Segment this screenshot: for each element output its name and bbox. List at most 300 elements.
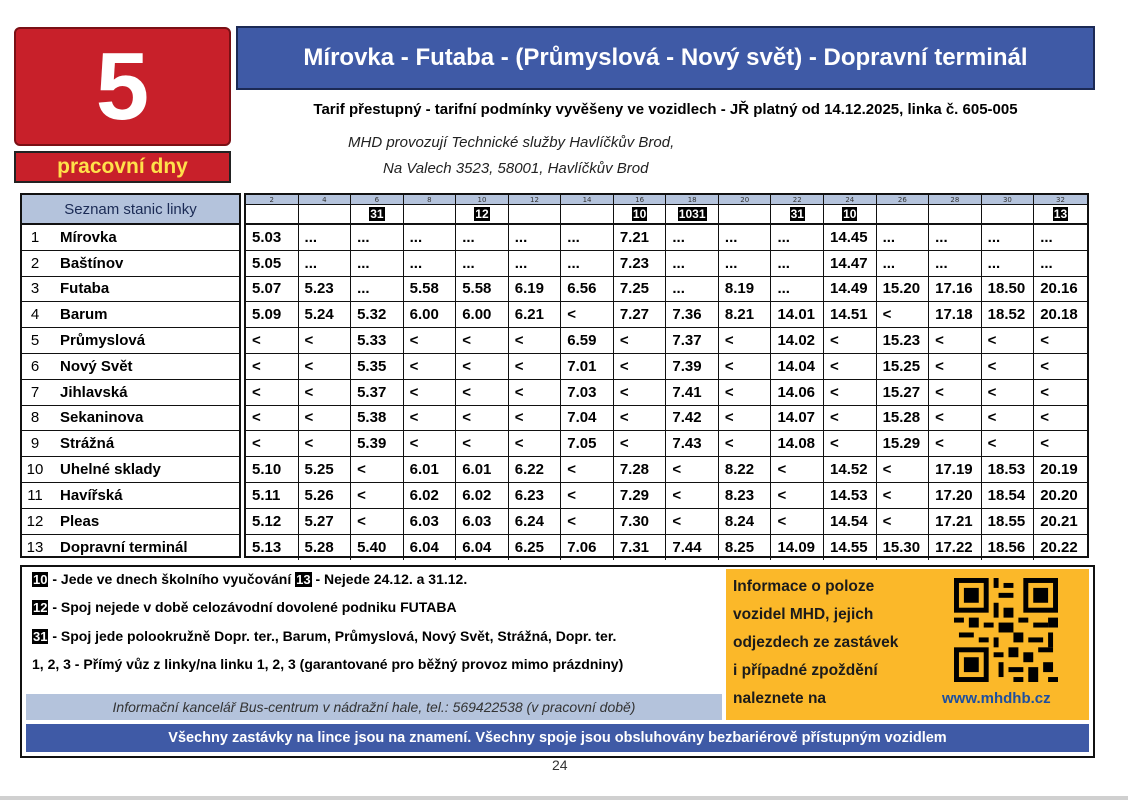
departure-time: 15.20	[877, 277, 930, 302]
trip-number: 32	[1034, 195, 1087, 205]
departure-time: 7.23	[614, 251, 667, 276]
stop-number: 12	[26, 512, 44, 530]
departure-time: 20.18	[1040, 306, 1078, 324]
departure-time: 6.25	[509, 535, 562, 561]
stop-number: 11	[27, 486, 43, 504]
departure-time: 15.27	[877, 380, 930, 405]
departure-time: 6.21	[509, 302, 562, 327]
departure-time: 5.10	[246, 457, 299, 482]
departure-time: 7.01	[561, 354, 614, 379]
stop-name: Jihlavská	[60, 383, 128, 401]
stop-row	[22, 431, 239, 457]
departure-time: <	[719, 406, 772, 431]
departure-time: 6.04	[404, 535, 457, 561]
departure-time: <	[614, 380, 667, 405]
trip-note	[404, 205, 456, 223]
timetable-grid	[244, 193, 1089, 558]
departure-time: ...	[351, 225, 404, 250]
trip-header	[1034, 195, 1087, 223]
departure-time: <	[561, 302, 614, 327]
departure-time: <	[824, 406, 877, 431]
departure-time: ...	[299, 251, 352, 276]
note-badge: 12	[33, 600, 48, 615]
departure-time: 7.30	[614, 509, 667, 534]
departure-time: <	[456, 380, 509, 405]
stop-name: Uhelné sklady	[60, 461, 161, 479]
departure-time: 7.36	[666, 302, 719, 327]
departure-time: ...	[666, 251, 719, 276]
departure-time: 5.33	[351, 328, 404, 353]
trip-note	[666, 205, 718, 223]
departure-time: <	[456, 328, 509, 353]
timetable-row	[246, 277, 1087, 303]
departure-time: 6.19	[509, 277, 562, 302]
departure-time: ...	[929, 225, 982, 250]
stop-number: 10	[26, 461, 44, 479]
note-through-lines: 1, 2, 3 - Přímý vůz z linky/na linku 1, 2, 3 (garantované pro běžný provoz mimo prázdniny)	[32, 656, 624, 672]
trip-header	[929, 195, 982, 223]
route-title: Mírovka - Futaba - (Průmyslová - Nový svět) - Dopravní terminál	[236, 26, 1095, 90]
departure-time: ...	[982, 225, 1035, 250]
departure-time: ...	[666, 225, 719, 250]
trip-note-badge: 31	[790, 207, 804, 221]
departure-time: ...	[666, 277, 719, 302]
departure-time: 15.28	[877, 406, 930, 431]
departure-time: 17.16	[929, 277, 982, 302]
departure-time: 8.25	[719, 535, 772, 561]
departure-time: <	[246, 328, 299, 353]
departure-time: <	[614, 406, 667, 431]
trip-header	[509, 195, 562, 223]
departure-time: 14.52	[824, 457, 877, 482]
note-futaba-holiday	[32, 599, 457, 615]
departure-time: 17.20	[929, 483, 982, 508]
departure-time: 20.21	[1040, 512, 1078, 530]
departure-time: 20.20	[1040, 486, 1078, 504]
departure-time: <	[351, 457, 404, 482]
departure-time: <	[404, 328, 457, 353]
departure-time: <	[509, 380, 562, 405]
timetable-row	[246, 535, 1087, 561]
trip-note	[614, 205, 666, 223]
departure-time: <	[719, 380, 772, 405]
trip-number: 12	[509, 195, 561, 205]
departure-time: 18.52	[982, 302, 1035, 327]
trip-number: 18	[666, 195, 718, 205]
note-text: - Spoj jede polookružně Dopr. ter., Barum, Průmyslová, Nový Svět, Strážná, Dopr. ter.	[48, 628, 617, 644]
trip-number: 4	[299, 195, 351, 205]
departure-time: 7.31	[614, 535, 667, 561]
departure-time: <	[824, 354, 877, 379]
departure-time: ...	[561, 251, 614, 276]
stop-row	[22, 328, 239, 354]
departure-time: 7.29	[614, 483, 667, 508]
departure-time: 5.32	[351, 302, 404, 327]
qr-code-icon[interactable]	[950, 578, 1062, 682]
departure-time: <	[509, 354, 562, 379]
departure-time: 5.11	[246, 483, 299, 508]
departure-time: 7.39	[666, 354, 719, 379]
departure-time: 5.38	[351, 406, 404, 431]
trip-note	[246, 205, 298, 223]
stop-row	[22, 535, 239, 561]
stop-number: 7	[30, 383, 40, 401]
departure-time: <	[404, 380, 457, 405]
departure-time: 6.04	[456, 535, 509, 561]
departure-time: <	[982, 406, 1035, 431]
departure-time: <	[824, 328, 877, 353]
departure-time: 6.00	[404, 302, 457, 327]
stop-name: Havířská	[60, 486, 123, 504]
departure-time: 15.30	[877, 535, 930, 561]
departure-time: <	[404, 406, 457, 431]
trip-header	[299, 195, 352, 223]
timetable-row	[246, 225, 1087, 251]
departure-time: 14.54	[824, 509, 877, 534]
departure-time: <	[404, 354, 457, 379]
timetable-row	[246, 509, 1087, 535]
departure-time: <	[824, 431, 877, 456]
departure-time: ...	[351, 277, 404, 302]
departure-time: 17.19	[929, 457, 982, 482]
trip-number: 20	[719, 195, 771, 205]
trip-note	[982, 205, 1034, 223]
stop-name: Baštínov	[60, 254, 124, 272]
departure-time: <	[246, 406, 299, 431]
departure-time: <	[877, 302, 930, 327]
departure-time: 6.03	[404, 509, 457, 534]
info-line: odjezdech ze zastávek	[733, 634, 899, 651]
departure-time: 14.09	[771, 535, 824, 561]
departure-time: ...	[1040, 254, 1053, 272]
departure-time: <	[246, 354, 299, 379]
note-text: - Jede ve dnech školního vyučování	[48, 571, 296, 587]
departure-time: 20.16	[1040, 280, 1078, 298]
timetable-row	[246, 354, 1087, 380]
timetable-row	[246, 457, 1087, 483]
departure-time: 14.51	[824, 302, 877, 327]
departure-time: 6.22	[509, 457, 562, 482]
trip-header	[351, 195, 404, 223]
departure-time: <	[982, 431, 1035, 456]
departure-time: ...	[719, 225, 772, 250]
departure-time: 8.23	[719, 483, 772, 508]
trip-header	[614, 195, 667, 223]
trip-header	[666, 195, 719, 223]
trip-number: 22	[771, 195, 823, 205]
trip-note	[561, 205, 613, 223]
departure-time: 5.35	[351, 354, 404, 379]
departure-time: <	[299, 406, 352, 431]
departure-time: <	[614, 431, 667, 456]
departure-time: <	[929, 380, 982, 405]
departure-time: ...	[404, 251, 457, 276]
departure-time: 14.55	[824, 535, 877, 561]
departure-time: <	[299, 354, 352, 379]
stop-row	[22, 483, 239, 509]
departure-time: 7.04	[561, 406, 614, 431]
departure-time: 8.19	[719, 277, 772, 302]
departure-time: <	[246, 380, 299, 405]
departure-time: <	[1040, 357, 1049, 375]
stop-row	[22, 457, 239, 483]
trip-number: 10	[456, 195, 508, 205]
note-text: - Spoj nejede v době celozávodní dovolené podniku FUTABA	[48, 599, 457, 615]
departure-time: 8.24	[719, 509, 772, 534]
departure-time: 14.01	[771, 302, 824, 327]
day-type-label: pracovní dny	[14, 151, 231, 183]
stop-number: 3	[30, 280, 40, 298]
departure-time: <	[561, 457, 614, 482]
departure-time: <	[824, 380, 877, 405]
departure-time: ...	[299, 225, 352, 250]
departure-time: <	[614, 354, 667, 379]
departure-time: 5.24	[299, 302, 352, 327]
stop-name: Průmyslová	[60, 332, 146, 350]
departure-time: ...	[351, 251, 404, 276]
trip-note-badge: 10	[632, 207, 647, 221]
departure-time: 5.05	[246, 251, 299, 276]
trip-note	[771, 205, 823, 223]
stop-name: Pleas	[60, 512, 100, 530]
departure-time: 5.58	[456, 277, 509, 302]
departure-time: 6.59	[561, 328, 614, 353]
departure-time: ...	[877, 251, 930, 276]
departure-time: ...	[509, 251, 562, 276]
departure-time: 17.18	[929, 302, 982, 327]
stop-name: Sekaninova	[60, 409, 144, 427]
stop-number: 2	[30, 254, 40, 272]
departure-time: <	[299, 431, 352, 456]
trip-note-badge: 1031	[678, 207, 706, 221]
departure-time: ...	[1040, 228, 1053, 246]
departure-time: 14.45	[824, 225, 877, 250]
departure-time: <	[351, 483, 404, 508]
stop-number: 13	[26, 538, 44, 556]
departure-time: <	[299, 328, 352, 353]
departure-time: <	[299, 380, 352, 405]
timetable-row	[246, 328, 1087, 354]
timetable-row	[246, 251, 1087, 277]
departure-time: 14.04	[771, 354, 824, 379]
departure-time: ...	[771, 251, 824, 276]
trip-number: 6	[351, 195, 403, 205]
trip-header	[246, 195, 299, 223]
trip-header	[824, 195, 877, 223]
note-badge: 31	[33, 629, 48, 644]
stop-row	[22, 302, 239, 328]
stop-row	[22, 225, 239, 251]
trip-header-row	[246, 195, 1087, 225]
stop-number: 9	[30, 435, 40, 453]
departure-time: ...	[771, 225, 824, 250]
departure-time: <	[1040, 383, 1049, 401]
departure-time: <	[456, 354, 509, 379]
departure-time: <	[246, 431, 299, 456]
departure-time: 18.56	[982, 535, 1035, 561]
departure-time: 7.25	[614, 277, 667, 302]
trip-header	[982, 195, 1035, 223]
departure-time: <	[456, 406, 509, 431]
info-line: naleznete na	[733, 690, 827, 707]
timetable-row	[246, 380, 1087, 406]
note-loop-route	[32, 628, 616, 644]
trip-header	[561, 195, 614, 223]
trip-number: 30	[982, 195, 1034, 205]
departure-time: 7.06	[561, 535, 614, 561]
departure-time: 20.22	[1040, 538, 1078, 556]
stop-number: 5	[30, 332, 40, 350]
realtime-info-text	[733, 573, 933, 713]
departure-time: ...	[456, 225, 509, 250]
departure-time: <	[561, 483, 614, 508]
departure-time: 6.01	[456, 457, 509, 482]
stop-name: Mírovka	[60, 228, 117, 246]
departure-time: 8.21	[719, 302, 772, 327]
departure-time: <	[982, 354, 1035, 379]
operator-line-2: Na Valech 3523, 58001, Havlíčkův Brod	[383, 160, 649, 177]
departure-time: <	[561, 509, 614, 534]
departure-time: 7.37	[666, 328, 719, 353]
departure-time: <	[456, 431, 509, 456]
departure-time: ...	[509, 225, 562, 250]
departure-time: 6.02	[404, 483, 457, 508]
stop-number: 6	[30, 357, 40, 375]
departure-time: <	[666, 483, 719, 508]
trip-number: 24	[824, 195, 876, 205]
departure-time: 5.25	[299, 457, 352, 482]
departure-time: 17.22	[929, 535, 982, 561]
departure-time: <	[666, 457, 719, 482]
departure-time: 6.56	[561, 277, 614, 302]
stop-name: Barum	[60, 306, 108, 324]
trip-number: 28	[929, 195, 981, 205]
departure-time: 5.37	[351, 380, 404, 405]
trip-note	[929, 205, 981, 223]
departure-time: <	[509, 406, 562, 431]
departure-time: 15.23	[877, 328, 930, 353]
trip-note-badge: 12	[475, 207, 489, 221]
stop-name: Futaba	[60, 280, 110, 298]
departure-time: 14.49	[824, 277, 877, 302]
departure-time: 6.02	[456, 483, 509, 508]
note-badge: 10	[33, 572, 48, 587]
departure-time: 14.07	[771, 406, 824, 431]
departure-time: 7.44	[666, 535, 719, 561]
departure-time: <	[877, 483, 930, 508]
departure-time: 5.39	[351, 431, 404, 456]
page-number: 24	[552, 757, 568, 773]
note-school-days	[32, 571, 467, 587]
departure-time: <	[719, 354, 772, 379]
trip-note	[824, 205, 876, 223]
departure-time: 5.13	[246, 535, 299, 561]
departure-time: ...	[982, 251, 1035, 276]
departure-time: 18.50	[982, 277, 1035, 302]
departure-time: 7.21	[614, 225, 667, 250]
trip-note	[351, 205, 403, 223]
trip-header	[771, 195, 824, 223]
stop-row	[22, 251, 239, 277]
departure-time: 7.42	[666, 406, 719, 431]
departure-time: 5.27	[299, 509, 352, 534]
trip-note-badge: 31	[370, 207, 384, 221]
departure-time: 7.27	[614, 302, 667, 327]
departure-time: <	[771, 483, 824, 508]
stops-header: Seznam stanic linky	[22, 195, 239, 225]
departure-time: <	[1040, 332, 1049, 350]
trip-number: 14	[561, 195, 613, 205]
timetable-row	[246, 406, 1087, 432]
departure-time: <	[404, 431, 457, 456]
departure-time: 5.03	[246, 225, 299, 250]
departure-time: 14.06	[771, 380, 824, 405]
stop-name: Strážná	[60, 435, 115, 453]
departure-time: 18.55	[982, 509, 1035, 534]
trip-note	[509, 205, 561, 223]
departure-time: 5.23	[299, 277, 352, 302]
departure-time: <	[509, 431, 562, 456]
stop-number: 1	[30, 228, 40, 246]
departure-time: ...	[719, 251, 772, 276]
stop-row	[22, 380, 239, 406]
stop-row	[22, 509, 239, 535]
accessibility-info-bar: Všechny zastávky na lince jsou na znamení. Všechny spoje jsou obsluhovány bezbariérově přístupným vozidlem	[26, 724, 1089, 752]
departure-time: 14.02	[771, 328, 824, 353]
website-link[interactable]: www.mhdhb.cz	[942, 690, 1051, 707]
trip-note	[719, 205, 771, 223]
stop-name: Nový Svět	[60, 357, 133, 375]
departure-time: 6.03	[456, 509, 509, 534]
departure-time: <	[877, 457, 930, 482]
departure-time: ...	[404, 225, 457, 250]
trip-note	[877, 205, 929, 223]
note-badge: 13	[296, 572, 311, 587]
departure-time: <	[877, 509, 930, 534]
departure-time: <	[1040, 409, 1049, 427]
departure-time: 17.21	[929, 509, 982, 534]
departure-time: <	[719, 328, 772, 353]
trip-header	[719, 195, 772, 223]
trip-header	[404, 195, 457, 223]
departure-time: 14.08	[771, 431, 824, 456]
info-line: i případné zpoždění	[733, 662, 878, 679]
departure-time: <	[929, 406, 982, 431]
departure-time: <	[929, 328, 982, 353]
departure-time: 14.47	[824, 251, 877, 276]
departure-time: 5.12	[246, 509, 299, 534]
departure-time: 20.19	[1040, 461, 1078, 479]
page-bottom-edge	[0, 796, 1128, 800]
departure-time: 7.43	[666, 431, 719, 456]
stop-number: 8	[30, 409, 40, 427]
departure-time: ...	[877, 225, 930, 250]
tariff-info: Tarif přestupný - tarifní podmínky vyvěšeny ve vozidlech - JŘ platný od 14.12.2025, linka č. 605-005	[313, 101, 1018, 118]
departure-time: 14.53	[824, 483, 877, 508]
timetable-row	[246, 483, 1087, 509]
info-line: vozidel MHD, jejich	[733, 606, 874, 623]
departure-time: 7.41	[666, 380, 719, 405]
departure-time: <	[982, 328, 1035, 353]
departure-time: 7.05	[561, 431, 614, 456]
departure-time: 6.24	[509, 509, 562, 534]
departure-time: <	[771, 457, 824, 482]
line-number-badge: 5	[14, 27, 231, 146]
info-line: Informace o poloze	[733, 578, 875, 595]
trip-note	[1034, 205, 1087, 223]
departure-time: 15.25	[877, 354, 930, 379]
departure-time: 18.54	[982, 483, 1035, 508]
